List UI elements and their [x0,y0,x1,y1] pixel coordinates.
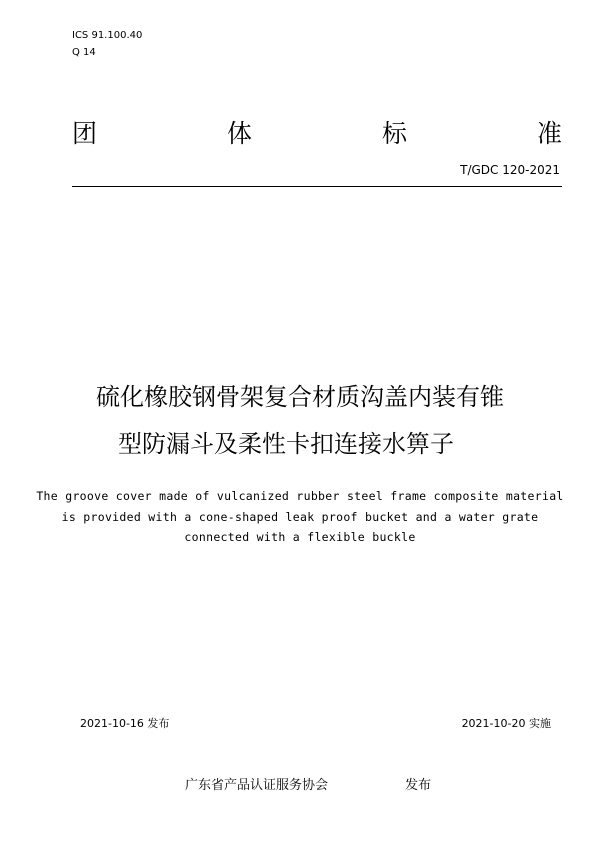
standard-type-char: 准 [536,119,562,148]
ccs-code: Q 14 [72,47,96,58]
title-zh-line2: 型防漏斗及柔性卡扣连接水箅子 [118,430,454,458]
implement-date: 2021-10-20 实施 [461,717,551,730]
standard-type-char: 团 [72,119,98,148]
standard-type-char: 标 [381,119,407,148]
title-en-line2: is provided with a cone-shaped leak proof bucket and a water grate [61,510,539,524]
standard-type [72,114,562,150]
standard-code: T/GDC 120-2021 [460,163,560,177]
issuer-name: 广东省产品认证服务协会 [185,778,329,793]
issuer-action: 发布 [405,778,432,793]
release-date: 2021-10-16 发布 [80,717,170,730]
title-zh-line1: 硫化橡胶钢骨架复合材质沟盖内装有锥 [96,383,504,411]
divider [72,186,562,187]
title-en-line1: The groove cover made of vulcanized rubber steel frame composite material [36,489,564,503]
title-en-line3: connected with a flexible buckle [184,530,416,544]
standard-type-char: 体 [226,119,252,148]
ics-code: ICS 91.100.40 [72,30,143,41]
